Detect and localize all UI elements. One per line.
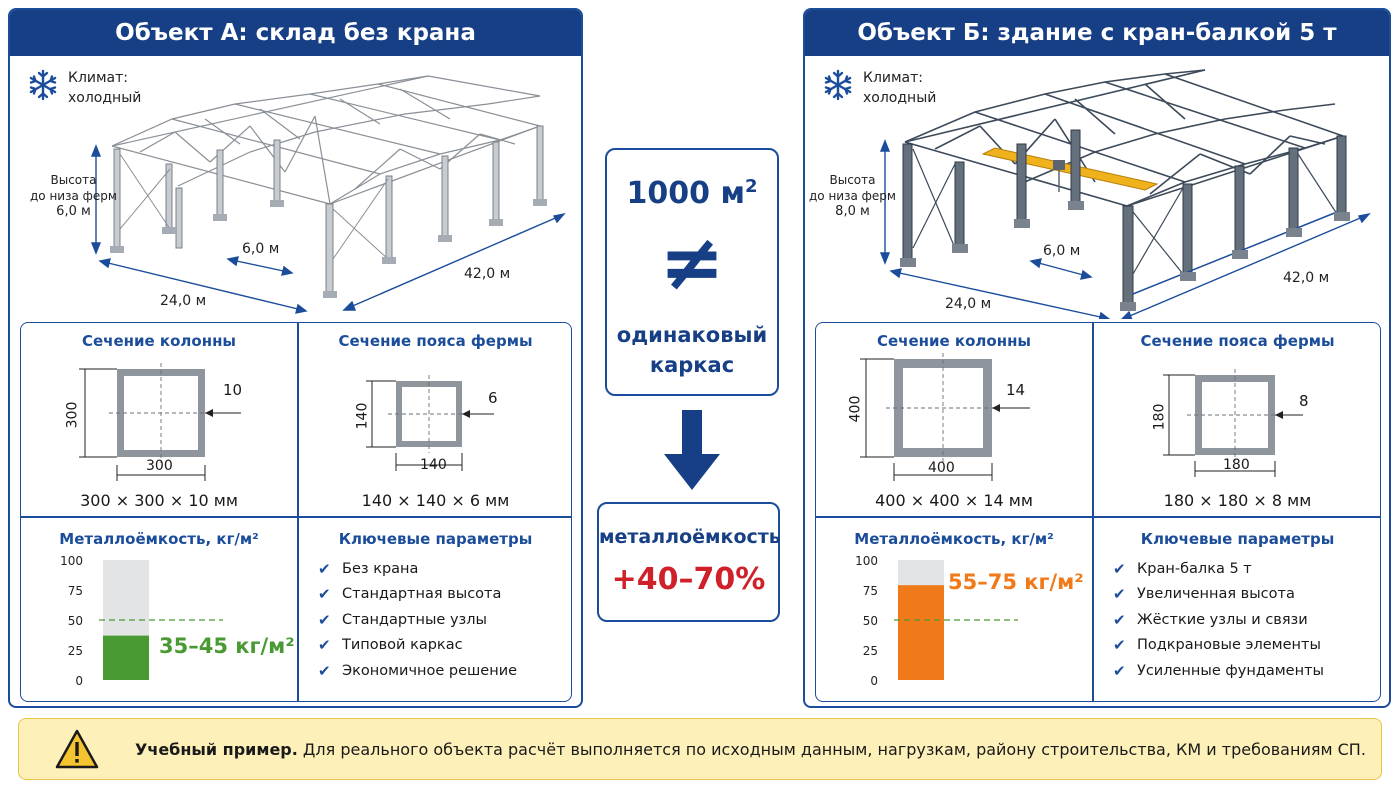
axis-tick-label: 50 bbox=[862, 614, 878, 628]
metal-bar-chart-a bbox=[21, 554, 297, 694]
param-text: Экономичное решение bbox=[342, 662, 518, 679]
height-b-value: 8,0 м bbox=[835, 204, 870, 219]
metal-value-b: 55–75 кг/м² bbox=[948, 570, 1084, 594]
area-number: 1000 м bbox=[626, 176, 745, 211]
check-icon: ✔ bbox=[1113, 636, 1126, 655]
param-item bbox=[318, 582, 517, 608]
column-section-a-side: 300 bbox=[64, 401, 81, 429]
param-text: Кран-балка 5 т bbox=[1137, 560, 1252, 577]
height-a-line1: Высота bbox=[50, 173, 97, 187]
climate-a-label: Климат: bbox=[68, 70, 128, 86]
sections-grid-b bbox=[815, 322, 1381, 702]
params-b-title: Ключевые параметры bbox=[1140, 530, 1335, 548]
column-section-a-caption: 300 × 300 × 10 мм bbox=[80, 491, 238, 510]
dim-span-b: 24,0 м bbox=[945, 296, 992, 312]
axis-tick-label: 0 bbox=[75, 674, 83, 688]
check-icon: ✔ bbox=[318, 610, 331, 629]
climate-b-value: холодный bbox=[863, 90, 937, 106]
truss-section-a-caption: 140 × 140 × 6 мм bbox=[361, 491, 510, 510]
param-item bbox=[318, 658, 517, 684]
params-a-title: Ключевые параметры bbox=[338, 530, 533, 548]
column-section-a-bottom: 300 bbox=[146, 458, 173, 474]
param-text: Стандартная высота bbox=[342, 586, 502, 603]
axis-tick-label: 75 bbox=[862, 584, 878, 598]
height-a-value: 6,0 м bbox=[56, 204, 91, 219]
check-icon: ✔ bbox=[318, 636, 331, 655]
axis-tick-label: 25 bbox=[862, 644, 878, 658]
metal-value-a: 35–45 кг/м² bbox=[159, 634, 295, 658]
column-section-b-side: 400 bbox=[847, 395, 864, 423]
check-icon: ✔ bbox=[1113, 559, 1126, 578]
metal-title-b: Металлоёмкость, кг/м² bbox=[854, 530, 1054, 548]
param-text: Без крана bbox=[342, 560, 419, 577]
same-frame-line2: каркас bbox=[649, 353, 735, 377]
column-section-b bbox=[816, 323, 1092, 516]
column-section-a-title: Сечение колонны bbox=[82, 332, 236, 350]
column-section-b-caption: 400 × 400 × 14 мм bbox=[875, 491, 1033, 510]
panel-object-b bbox=[803, 8, 1391, 708]
axis-tick-label: 25 bbox=[67, 644, 83, 658]
same-frame-line1: одинаковый bbox=[616, 323, 768, 347]
result-box bbox=[597, 502, 780, 622]
height-b-line2: до низа ферм bbox=[809, 189, 896, 203]
metal-chart-a bbox=[21, 518, 297, 702]
axis-tick-label: 100 bbox=[855, 554, 878, 568]
param-text: Усиленные фундаменты bbox=[1137, 662, 1324, 679]
arrow-down-icon bbox=[660, 410, 724, 492]
param-item bbox=[318, 556, 517, 582]
params-b bbox=[1093, 518, 1381, 702]
truss-section-a bbox=[298, 323, 572, 516]
area-value bbox=[607, 176, 777, 211]
truss-section-b bbox=[1093, 323, 1381, 516]
param-text: Жёсткие узлы и связи bbox=[1137, 611, 1308, 628]
param-item bbox=[318, 633, 517, 659]
result-value: +40–70% bbox=[611, 562, 766, 597]
result-label: металлоёмкость bbox=[599, 526, 781, 548]
param-text: Подкрановые элементы bbox=[1137, 637, 1321, 654]
param-text: Типовой каркас bbox=[342, 637, 463, 654]
truss-section-a-wall: 6 bbox=[488, 389, 498, 407]
truss-section-b-title: Сечение пояса фермы bbox=[1140, 332, 1335, 350]
metal-title-a: Металлоёмкость, кг/м² bbox=[59, 530, 259, 548]
params-a-list bbox=[318, 556, 517, 684]
height-label-b bbox=[809, 172, 896, 220]
climate-b-label: Климат: bbox=[863, 70, 923, 86]
bar-fill bbox=[898, 585, 944, 680]
param-item bbox=[1113, 556, 1324, 582]
param-item bbox=[318, 607, 517, 633]
column-section-b-wall: 14 bbox=[1006, 381, 1026, 399]
panel-b-title: Объект Б: здание с кран-балкой 5 т bbox=[805, 10, 1389, 56]
column-section-a-wall: 10 bbox=[223, 381, 243, 399]
truss-section-b-caption: 180 × 180 × 8 мм bbox=[1163, 491, 1312, 510]
dim-span-a: 24,0 м bbox=[160, 293, 207, 309]
warning-icon bbox=[55, 729, 99, 769]
bar-fill bbox=[103, 636, 149, 680]
panel-object-a bbox=[8, 8, 583, 708]
param-item bbox=[1113, 607, 1324, 633]
sections-grid-a bbox=[20, 322, 572, 702]
same-frame-text bbox=[607, 320, 777, 380]
check-icon: ✔ bbox=[1113, 661, 1126, 680]
column-section-b-bottom: 400 bbox=[928, 460, 955, 476]
axis-tick-label: 0 bbox=[870, 674, 878, 688]
axis-tick-label: 100 bbox=[60, 554, 83, 568]
not-equal-icon: ≠ bbox=[659, 218, 725, 308]
dim-step-b: 6,0 м bbox=[1043, 243, 1081, 259]
climate-a-value: холодный bbox=[68, 90, 142, 106]
axis-tick-label: 75 bbox=[67, 584, 83, 598]
param-item bbox=[1113, 582, 1324, 608]
check-icon: ✔ bbox=[318, 585, 331, 604]
check-icon: ✔ bbox=[1113, 610, 1126, 629]
footer-note bbox=[18, 718, 1382, 780]
dim-length-a: 42,0 м bbox=[464, 266, 511, 282]
comparison-box bbox=[605, 148, 779, 396]
truss-section-a-title: Сечение пояса фермы bbox=[338, 332, 533, 350]
footer-body: Для реального объекта расчёт выполняется по исходным данным, нагрузкам, району строительства, КМ и требованиям СП. bbox=[297, 739, 1366, 759]
column-section-a bbox=[21, 323, 297, 516]
truss-section-b-side: 180 bbox=[1151, 403, 1168, 431]
param-item bbox=[1113, 658, 1324, 684]
column-section-b-title: Сечение колонны bbox=[877, 332, 1031, 350]
dim-step-a: 6,0 м bbox=[242, 241, 280, 257]
axis-tick-label: 50 bbox=[67, 614, 83, 628]
panel-a-title: Объект А: склад без крана bbox=[10, 10, 581, 56]
truss-section-b-bottom: 180 bbox=[1223, 457, 1250, 473]
area-sup: 2 bbox=[744, 176, 758, 197]
height-b-line1: Высота bbox=[829, 173, 876, 187]
param-text: Стандартные узлы bbox=[342, 611, 487, 628]
params-b-list bbox=[1113, 556, 1324, 684]
param-text: Увеличенная высота bbox=[1137, 586, 1295, 603]
params-a bbox=[298, 518, 572, 702]
check-icon: ✔ bbox=[1113, 585, 1126, 604]
column-section-b-drawing bbox=[846, 353, 1066, 483]
footer-text bbox=[135, 740, 1366, 759]
height-a-line2: до низа ферм bbox=[30, 189, 117, 203]
param-item bbox=[1113, 633, 1324, 659]
truss-section-a-side: 140 bbox=[354, 402, 371, 430]
height-label-a bbox=[30, 172, 117, 220]
truss-section-a-bottom: 140 bbox=[420, 457, 447, 473]
dim-length-b: 42,0 м bbox=[1283, 270, 1330, 286]
truss-section-b-wall: 8 bbox=[1299, 392, 1309, 410]
footer-bold: Учебный пример. bbox=[135, 739, 298, 759]
check-icon: ✔ bbox=[318, 559, 331, 578]
metal-chart-b bbox=[816, 518, 1092, 702]
check-icon: ✔ bbox=[318, 661, 331, 680]
